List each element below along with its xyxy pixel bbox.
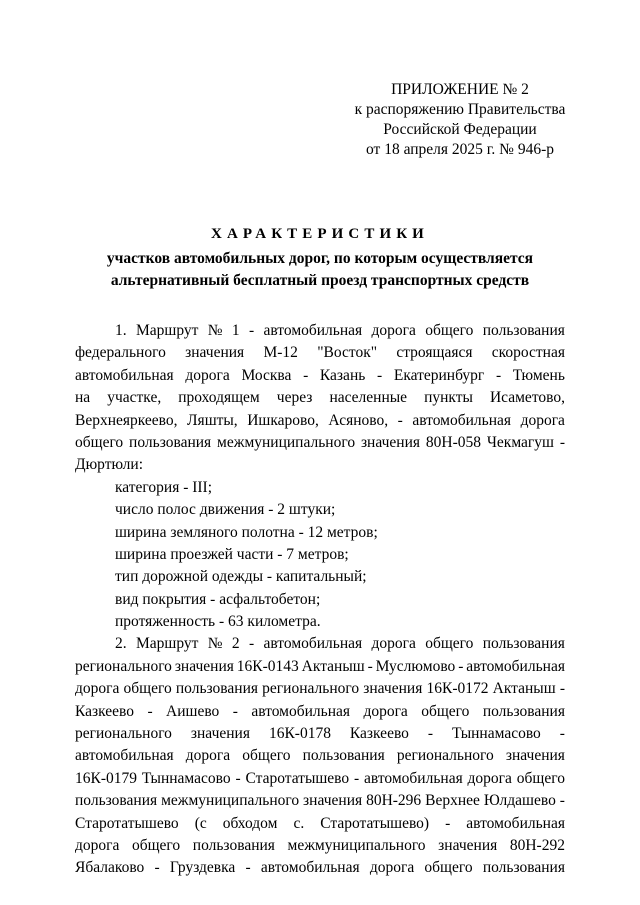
body-line bbox=[75, 633, 565, 655]
word: пользования bbox=[482, 702, 565, 720]
word: 80Н-296 bbox=[366, 792, 422, 810]
word: пользования bbox=[175, 680, 259, 698]
word: значения bbox=[438, 836, 498, 854]
word: общего bbox=[425, 322, 474, 339]
word: с. bbox=[293, 814, 305, 832]
word: Тыннамасово bbox=[141, 769, 231, 787]
word: общего bbox=[425, 635, 474, 653]
body-line bbox=[75, 678, 565, 700]
body-line bbox=[75, 723, 565, 745]
word: дорога bbox=[75, 836, 120, 854]
word: - bbox=[248, 322, 255, 339]
word: межмуниципального bbox=[217, 433, 356, 451]
word: проходящем bbox=[178, 389, 260, 407]
word: автомобильная bbox=[466, 657, 565, 675]
word: - bbox=[147, 702, 153, 720]
word: Маршрут bbox=[135, 635, 199, 653]
word: значения bbox=[190, 725, 250, 743]
word: пользования bbox=[75, 792, 158, 810]
word: значения bbox=[185, 344, 245, 362]
word: населенные bbox=[329, 389, 408, 407]
word: Актаныш bbox=[492, 680, 556, 698]
word: Верхнее bbox=[425, 792, 480, 810]
word: - bbox=[248, 635, 255, 653]
word: Екатеринбург bbox=[393, 366, 485, 384]
word: - bbox=[559, 725, 565, 743]
word: 2. bbox=[115, 635, 127, 653]
word: обходом bbox=[222, 814, 278, 832]
word: пользования bbox=[482, 635, 565, 653]
body-line bbox=[75, 790, 565, 812]
word: общего bbox=[242, 747, 291, 765]
word: 16К-0172 bbox=[426, 680, 489, 698]
word: Чекмагуш bbox=[486, 433, 554, 451]
word: Казкеево bbox=[349, 725, 409, 743]
appendix-date: от 18 апреля 2025 г. № 946-р bbox=[366, 141, 554, 158]
word: строящаяся bbox=[396, 344, 473, 362]
word: Старотатышево bbox=[245, 769, 350, 787]
word: - bbox=[559, 433, 565, 451]
word: - bbox=[367, 657, 373, 675]
appendix-reference: к распоряжению Правительства bbox=[354, 101, 566, 118]
word: Старотатышево bbox=[75, 814, 179, 832]
word: межмуниципального bbox=[161, 792, 300, 810]
word: дорога bbox=[75, 680, 120, 698]
word: 16К-0178 bbox=[268, 725, 331, 743]
word: автомобильная bbox=[263, 635, 363, 653]
word: Старотатышево) bbox=[320, 814, 430, 832]
word: Исаметово, bbox=[489, 389, 565, 407]
word: - bbox=[154, 859, 160, 877]
word: Юлдашево bbox=[483, 792, 556, 810]
word: автомобильная bbox=[260, 859, 360, 877]
word: 2 bbox=[231, 635, 240, 653]
word: - bbox=[495, 366, 502, 384]
word: автомобильная bbox=[75, 747, 174, 765]
word: общего bbox=[131, 836, 181, 854]
word: пользования bbox=[482, 322, 565, 339]
word: регионального bbox=[75, 725, 172, 743]
body-line: Дюртюли: bbox=[75, 456, 144, 474]
word: общего bbox=[421, 702, 470, 720]
word: Маршрут bbox=[135, 322, 199, 339]
word: значения bbox=[363, 680, 423, 698]
appendix-authority: Российской Федерации bbox=[383, 121, 537, 138]
word: межмуниципального bbox=[287, 836, 426, 854]
word: пользования bbox=[192, 836, 275, 854]
word: дорога bbox=[371, 322, 416, 339]
word: (с bbox=[194, 814, 207, 832]
word: значения bbox=[505, 747, 565, 765]
subtitle-line: участков автомобильных дорог, по которым осуществляется bbox=[106, 250, 534, 267]
word: Москва bbox=[241, 366, 292, 384]
word: дорога bbox=[363, 702, 408, 720]
document-body bbox=[75, 320, 565, 880]
word: значения bbox=[360, 433, 421, 451]
word: - bbox=[397, 411, 403, 429]
word: скоростная bbox=[491, 344, 565, 362]
word: 16К-0143 bbox=[236, 657, 299, 675]
word: дорога bbox=[185, 366, 230, 384]
word: дорога bbox=[371, 635, 416, 653]
body-line bbox=[75, 835, 565, 857]
word: дорога bbox=[520, 411, 565, 429]
body-line bbox=[75, 320, 565, 342]
word: - bbox=[235, 769, 241, 787]
word: № bbox=[207, 322, 223, 339]
body-line bbox=[75, 745, 565, 767]
word: регионального bbox=[75, 657, 172, 675]
spec-carriageway-width: ширина проезжей части - 7 метров; bbox=[115, 545, 349, 563]
word: - bbox=[303, 366, 309, 384]
spec-lanes: число полос движения - 2 штуки; bbox=[115, 501, 336, 519]
word: Казкеево bbox=[75, 702, 135, 720]
body-line bbox=[75, 365, 565, 387]
body-line bbox=[75, 432, 565, 454]
word: пользования bbox=[482, 859, 565, 877]
word: автомобильная bbox=[251, 702, 351, 720]
word: Казань bbox=[319, 366, 366, 384]
document-title: ХАРАКТЕРИСТИКИ bbox=[211, 226, 429, 242]
body-line bbox=[75, 387, 565, 409]
appendix-number: ПРИЛОЖЕНИЕ № 2 bbox=[391, 81, 529, 98]
word: Верхнеяркеево, bbox=[75, 411, 178, 429]
word: - bbox=[232, 702, 238, 720]
spec-surface: вид покрытия - асфальтобетон; bbox=[115, 590, 321, 608]
body-line bbox=[75, 410, 565, 432]
word: Ябалаково bbox=[75, 859, 145, 877]
word: участке, bbox=[107, 389, 162, 407]
word: регионального bbox=[262, 680, 360, 698]
word: значения bbox=[303, 792, 363, 810]
word: Ишкарово, bbox=[247, 411, 319, 429]
word: 1. bbox=[115, 322, 127, 339]
word: Муслюмово bbox=[375, 657, 456, 675]
word: общего bbox=[123, 680, 172, 698]
body-line bbox=[75, 857, 565, 879]
word: пользования bbox=[129, 433, 212, 451]
body-line bbox=[75, 813, 565, 835]
word: через bbox=[276, 389, 313, 407]
word: Груздевка bbox=[169, 859, 236, 877]
word: Актаныш bbox=[301, 657, 365, 675]
word: автомобильная bbox=[466, 814, 565, 832]
word: 80Н-058 bbox=[425, 433, 481, 451]
word: пункты bbox=[424, 389, 473, 407]
document-subtitle bbox=[75, 248, 565, 292]
spec-pavement-type: тип дорожной одежды - капитальный; bbox=[115, 568, 367, 586]
spec-roadbed-width: ширина земляного полотна - 12 метров; bbox=[115, 523, 378, 541]
body-line bbox=[75, 701, 565, 723]
body-line bbox=[75, 656, 565, 678]
body-line bbox=[75, 768, 565, 790]
spec-category: категория - III; bbox=[115, 478, 213, 496]
word: - bbox=[427, 725, 434, 743]
body-line bbox=[75, 342, 565, 364]
word: - bbox=[559, 792, 565, 810]
word: на bbox=[75, 389, 91, 407]
word: - bbox=[559, 680, 565, 698]
spec-length: протяженность - 63 километра. bbox=[115, 613, 321, 631]
word: - bbox=[377, 366, 383, 384]
word: - bbox=[445, 814, 451, 832]
word: автомобильная bbox=[263, 322, 363, 339]
word: автомобильная bbox=[412, 411, 512, 429]
word: 16К-0179 bbox=[75, 769, 137, 787]
word: - bbox=[458, 657, 464, 675]
word: 1 bbox=[231, 322, 240, 339]
word: дорога bbox=[369, 859, 415, 877]
word: Асяново, bbox=[328, 411, 389, 429]
word: дорога bbox=[185, 747, 231, 765]
word: автомобильная bbox=[364, 769, 463, 787]
word: Тюмень bbox=[512, 366, 565, 384]
word: Ляшты, bbox=[187, 411, 238, 429]
word: общего bbox=[424, 859, 473, 877]
word: 80Н-292 bbox=[509, 836, 565, 854]
word: регионального bbox=[396, 747, 494, 765]
word: дорога bbox=[467, 769, 512, 787]
word: - bbox=[354, 769, 360, 787]
appendix-block bbox=[330, 80, 590, 160]
word: значения bbox=[174, 657, 234, 675]
word: "Восток" bbox=[317, 344, 378, 362]
word: автомобильная bbox=[75, 366, 174, 384]
word: федерального bbox=[75, 344, 166, 362]
word: Аишево bbox=[166, 702, 220, 720]
word: - bbox=[245, 859, 251, 877]
word: Тыннамасово bbox=[452, 725, 541, 743]
word: общего bbox=[516, 769, 565, 787]
subtitle-line: альтернативный бесплатный проезд транспортных средств bbox=[110, 272, 530, 289]
word: № bbox=[207, 635, 223, 653]
word: М-12 bbox=[263, 344, 298, 362]
word: пользования bbox=[302, 747, 385, 765]
word: общего bbox=[75, 433, 124, 451]
